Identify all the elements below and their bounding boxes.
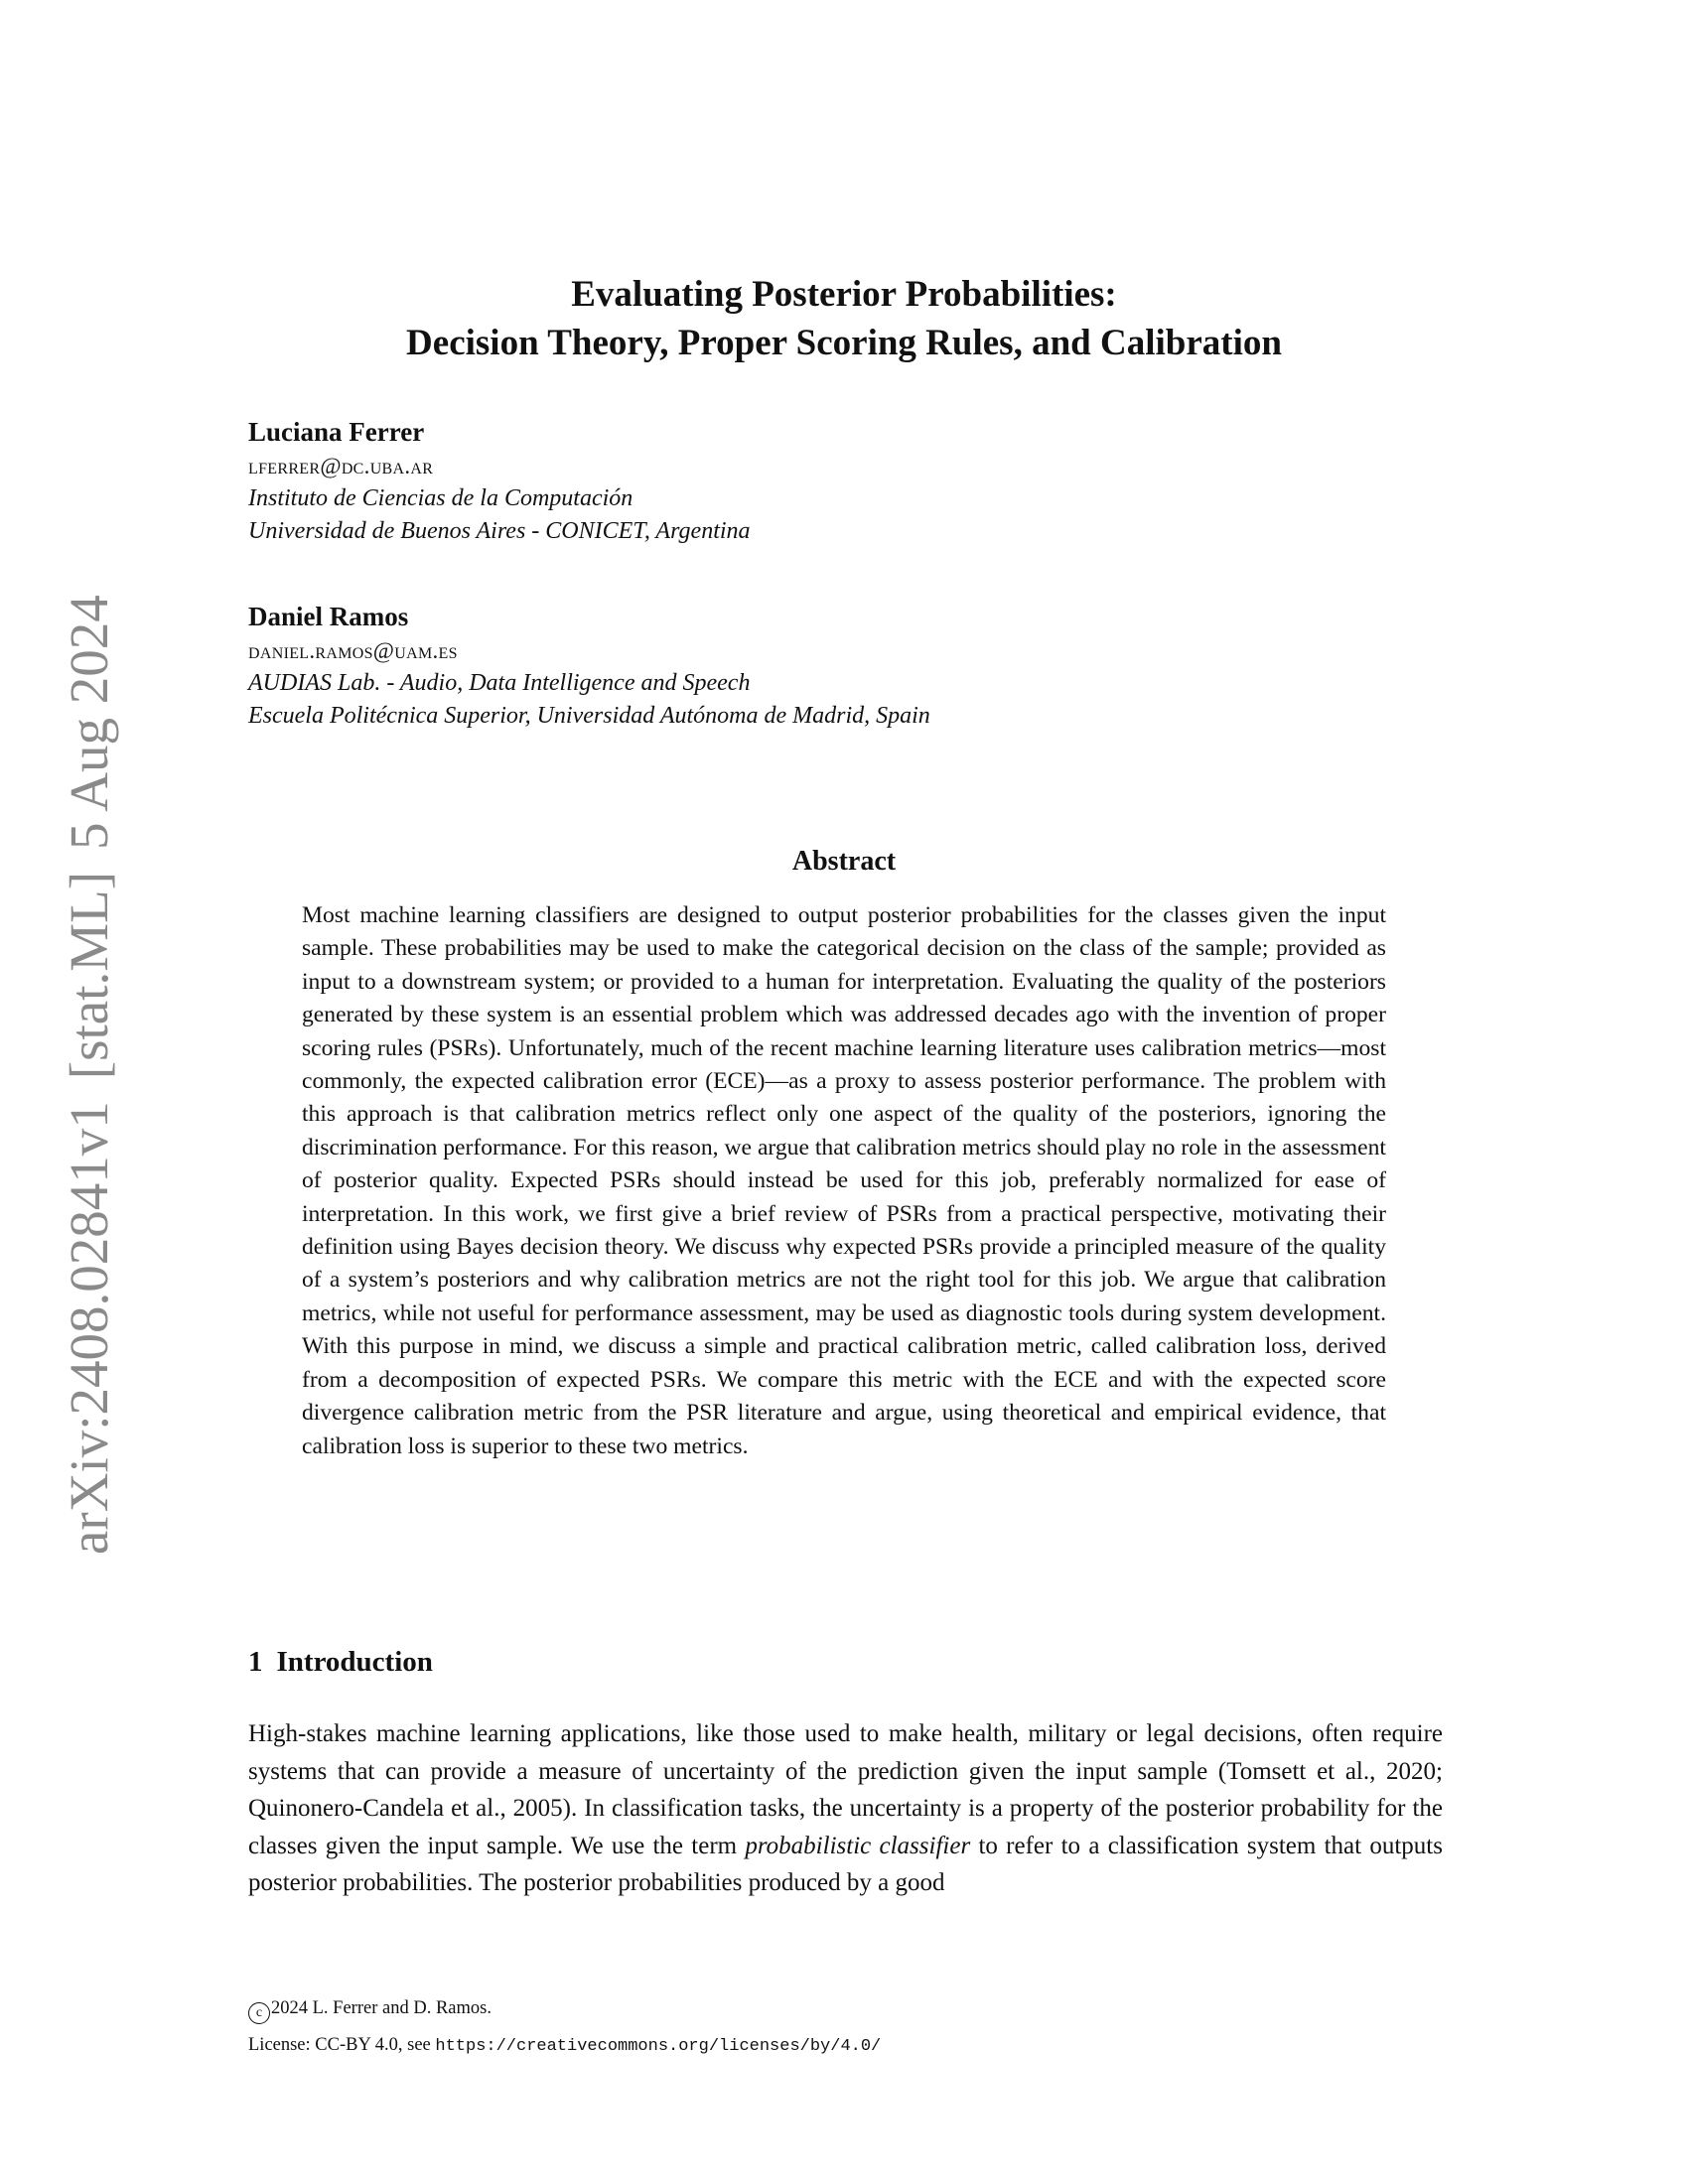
arxiv-id: arXiv:2408.02841v1 xyxy=(59,1101,119,1555)
license-link[interactable]: https://creativecommons.org/licenses/by/4.0/ xyxy=(435,2037,882,2056)
intro-text: to refer to a classification system that outputs posterior probabilities. The posterior probabilities produced by a good xyxy=(248,1832,1443,1897)
author-block-1 xyxy=(248,414,751,548)
author-affiliation: Universidad de Buenos Aires - CONICET, Argentina xyxy=(248,518,751,544)
arxiv-category: [stat.ML] xyxy=(59,871,119,1080)
section-number: 1 xyxy=(248,1646,263,1678)
title-line-2: Decision Theory, Proper Scoring Rules, and Calibration xyxy=(406,323,1282,363)
section-title: Introduction xyxy=(276,1646,433,1678)
author-email: daniel.ramos@uam.es xyxy=(248,638,458,663)
copyright-text: 2024 L. Ferrer and D. Ramos. xyxy=(271,1998,492,2018)
author-email: lferrer@dc.uba.ar xyxy=(248,454,434,478)
arxiv-stamp xyxy=(58,573,120,1555)
abstract-heading: Abstract xyxy=(791,846,897,877)
author-affiliation: Escuela Politécnica Superior, Universidad Autónoma de Madrid, Spain xyxy=(248,703,930,729)
author-block-2 xyxy=(248,599,930,733)
author-affiliation: Instituto de Ciencias de la Computación xyxy=(248,485,633,511)
intro-text: High-stakes machine learning applications, like those used to make health, military or legal decisions, often require systems that can provide a measure of uncertainty of the prediction given the input sample (Tomsett et al., 2020; Quinonero-Candela et al., 2005). In classification tasks, the uncertainty is a property of the posterior probability for the classes given the input sample. We use the term xyxy=(248,1720,1443,1859)
arxiv-date: 5 Aug 2024 xyxy=(59,595,119,850)
author-name: Luciana Ferrer xyxy=(248,417,425,447)
author-name: Daniel Ramos xyxy=(248,602,409,631)
license-text: License: CC-BY 4.0, see xyxy=(248,2035,436,2055)
intro-emphasis: probabilistic classifier xyxy=(745,1832,971,1859)
abstract-body: Most machine learning classifiers are designed to output posterior probabilities for the classes given the input sample. These probabilities may be used to make the categorical decision on the class of the sample; provided as input to a downstream system; or provided to a human for interpretation. Evaluating the quality of the posteriors generated by these system is an essential problem which was addressed decades ago with the invention of proper scoring rules (PSRs). Unfortunately, much of the recent machine learning literature uses calibration metrics—most commonly, the expected calibration error (ECE)—as a proxy to assess posterior performance. The problem with this approach is that calibration metrics reflect only one aspect of the quality of the posteriors, ignoring the discrimination performance. For this reason, we argue that calibration metrics should play no role in the assessment of posterior quality. Expected PSRs should instead be used for this job, preferably normalized for ease of interpretation. In this work, we first give a brief review of PSRs from a practical perspective, motivating their definition using Bayes decision theory. We discuss why expected PSRs provide a principled measure of the quality of a system’s posteriors and why calibration metrics are not the right tool for this job. We argue that calibration metrics, while not useful for performance assessment, may be used as diagnostic tools during system development. With this purpose in mind, we discuss a simple and practical calibration metric, called calibration loss, derived from a decomposition of expected PSRs. We compare this metric with the ECE and with the expected score divergence calibration metric from the PSR literature and argue, using theoretical and empirical evidence, that calibration loss is superior to these two metrics. xyxy=(302,902,1386,1459)
copyright-note xyxy=(248,1995,492,2024)
copyright-icon: c xyxy=(248,2002,270,2024)
license-note xyxy=(248,2032,881,2060)
introduction-paragraph xyxy=(248,1715,1443,1902)
section-heading-introduction xyxy=(248,1646,433,1679)
author-affiliation: AUDIAS Lab. - Audio, Data Intelligence and Speech xyxy=(248,670,751,696)
paper-title xyxy=(0,270,1688,367)
title-line-1: Evaluating Posterior Probabilities: xyxy=(571,274,1117,315)
